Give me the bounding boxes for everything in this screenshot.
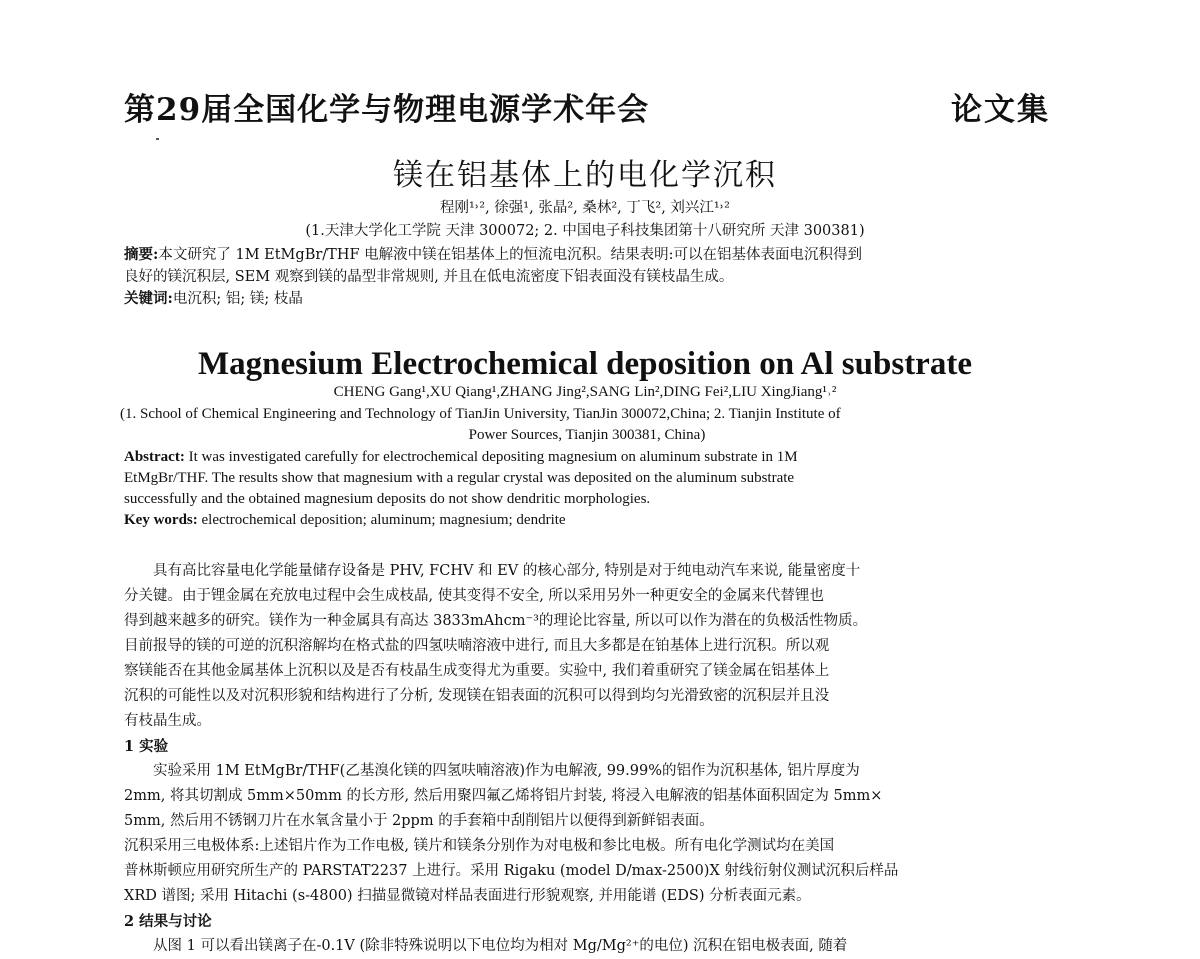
abstract-text-en-3: successfully and the obtained magnesium deposits do not show dendritic morphologies. bbox=[124, 491, 651, 507]
intro-paragraph bbox=[124, 559, 1050, 734]
setup-line: XRD 谱图; 采用 Hitachi (s-4800) 扫描显微镜对样品表面进行形貌观察, 并用能谱 (EDS) 分析表面元素。 bbox=[124, 888, 811, 904]
intro-line: 得到越来越多的研究。镁作为一种金属具有高达 3833mAhcm⁻³的理论比容量, 所以可以作为潜在的负极活性物质。 bbox=[124, 613, 868, 629]
running-head bbox=[124, 84, 1050, 128]
paper-title-zh: 镁在铝基体上的电化学沉积 bbox=[393, 158, 777, 193]
keywords-label-en: Key words: bbox=[124, 512, 198, 528]
affiliation-en-2: Power Sources, Tianjin 300381, China) bbox=[468, 427, 706, 443]
results-line: 从图 1 可以看出镁离子在-0.1V (除非特殊说明以下电位均为相对 Mg/Mg²⁺的电位) 沉积在铝电极表面, 随着 bbox=[153, 938, 848, 954]
abstract-label-en: Abstract: bbox=[124, 449, 185, 465]
intro-line: 分关键。由于锂金属在充放电过程中会生成枝晶, 使其变得不安全, 所以采用另外一种更安全的金属来代替锂也 bbox=[124, 588, 824, 604]
experiment-line: 实验采用 1M EtMgBr/THF(乙基溴化镁的四氢呋喃溶液)作为电解液, 99.99%的铝作为沉积基体, 铝片厚度为 bbox=[153, 763, 860, 779]
abstract-en bbox=[124, 447, 1050, 531]
abstract-label-zh: 摘要: bbox=[124, 246, 159, 263]
keywords-en: electrochemical deposition; aluminum; magnesium; dendrite bbox=[201, 512, 566, 528]
abstract-text-en-2: EtMgBr/THF. The results show that magnesium with a regular crystal was deposited on the aluminum substrate bbox=[124, 470, 795, 486]
affiliation-en-1: (1. School of Chemical Engineering and Technology of TianJin University, TianJin 300072,China; 2. Tianjin Institute of bbox=[120, 406, 841, 422]
paper-title-en: Magnesium Electrochemical deposition on Al substrate bbox=[198, 346, 972, 382]
body-text bbox=[124, 559, 1050, 959]
abstract-zh bbox=[124, 244, 1050, 310]
keywords-zh: 电沉积; 铝; 镁; 枝晶 bbox=[172, 291, 303, 307]
authors-en: CHENG Gang¹,XU Qiang¹,ZHANG Jing²,SANG Lin²,DING Fei²,LIU XingJiang¹˒² bbox=[333, 384, 837, 400]
authors-zh: 程刚¹˒², 徐强¹, 张晶², 桑林², 丁飞², 刘兴江¹˒² bbox=[440, 200, 730, 216]
setup-line: 沉积采用三电极体系:上述铝片作为工作电极, 镁片和镁条分别作为对电极和参比电极。所有电化学测试均在美国 bbox=[124, 838, 835, 854]
setup-paragraph bbox=[124, 834, 1050, 909]
results-paragraph bbox=[124, 934, 1050, 959]
section-heading-results: 2 结果与讨论 bbox=[124, 913, 212, 930]
scan-speck bbox=[156, 138, 159, 140]
affiliation-zh: (1.天津大学化工学院 天津 300072; 2. 中国电子科技集团第十八研究所 天津 300381) bbox=[305, 223, 865, 239]
abstract-text-zh-2: 良好的镁沉积层, SEM 观察到镁的晶型非常规则, 并且在低电流密度下铝表面没有镁枝晶生成。 bbox=[124, 269, 734, 285]
setup-line: 普林斯顿应用研究所生产的 PARSTAT2237 上进行。采用 Rigaku (model D/max-2500)X 射线衍射仪测试沉积后样品 bbox=[124, 863, 899, 879]
experiment-line: 2mm, 将其切割成 5mm×50mm 的长方形, 然后用聚四氟乙烯将铝片封装, 将浸入电解液的铝基体面积固定为 5mm× bbox=[124, 788, 883, 804]
affiliation-en bbox=[120, 404, 1054, 446]
proceedings-label: 论文集 bbox=[951, 92, 1050, 128]
experiment-paragraph bbox=[124, 759, 1050, 834]
abstract-text-zh-1: 本文研究了 1M EtMgBr/THF 电解液中镁在铝基体上的恒流电沉积。结果表明:可以在铝基体表面电沉积得到 bbox=[158, 247, 863, 263]
conference-title: 第29届全国化学与物理电源学术年会 bbox=[124, 92, 650, 128]
abstract-text-en-1: It was investigated carefully for electrochemical depositing magnesium on aluminum substrate in 1M bbox=[188, 449, 798, 465]
intro-line: 沉积的可能性以及对沉积形貌和结构进行了分析, 发现镁在铝表面的沉积可以得到均匀光滑致密的沉积层并且没 bbox=[124, 688, 830, 704]
intro-line: 具有高比容量电化学能量储存设备是 PHV, FCHV 和 EV 的核心部分, 特别是对于纯电动汽车来说, 能量密度十 bbox=[153, 563, 861, 579]
intro-line: 察镁能否在其他金属基体上沉积以及是否有枝晶生成变得尤为重要。实验中, 我们着重研究了镁金属在铝基体上 bbox=[124, 663, 830, 679]
keywords-label-zh: 关键词: bbox=[124, 290, 173, 307]
experiment-line: 5mm, 然后用不锈钢刀片在水氧含量小于 2ppm 的手套箱中刮削铝片以便得到新鲜铝表面。 bbox=[124, 813, 714, 829]
section-heading-experiment: 1 实验 bbox=[124, 738, 169, 755]
intro-line: 有枝晶生成。 bbox=[124, 713, 211, 729]
intro-line: 目前报导的镁的可逆的沉积溶解均在格式盐的四氢呋喃溶液中进行, 而且大多都是在铂基体上进行沉积。所以观 bbox=[124, 638, 830, 654]
